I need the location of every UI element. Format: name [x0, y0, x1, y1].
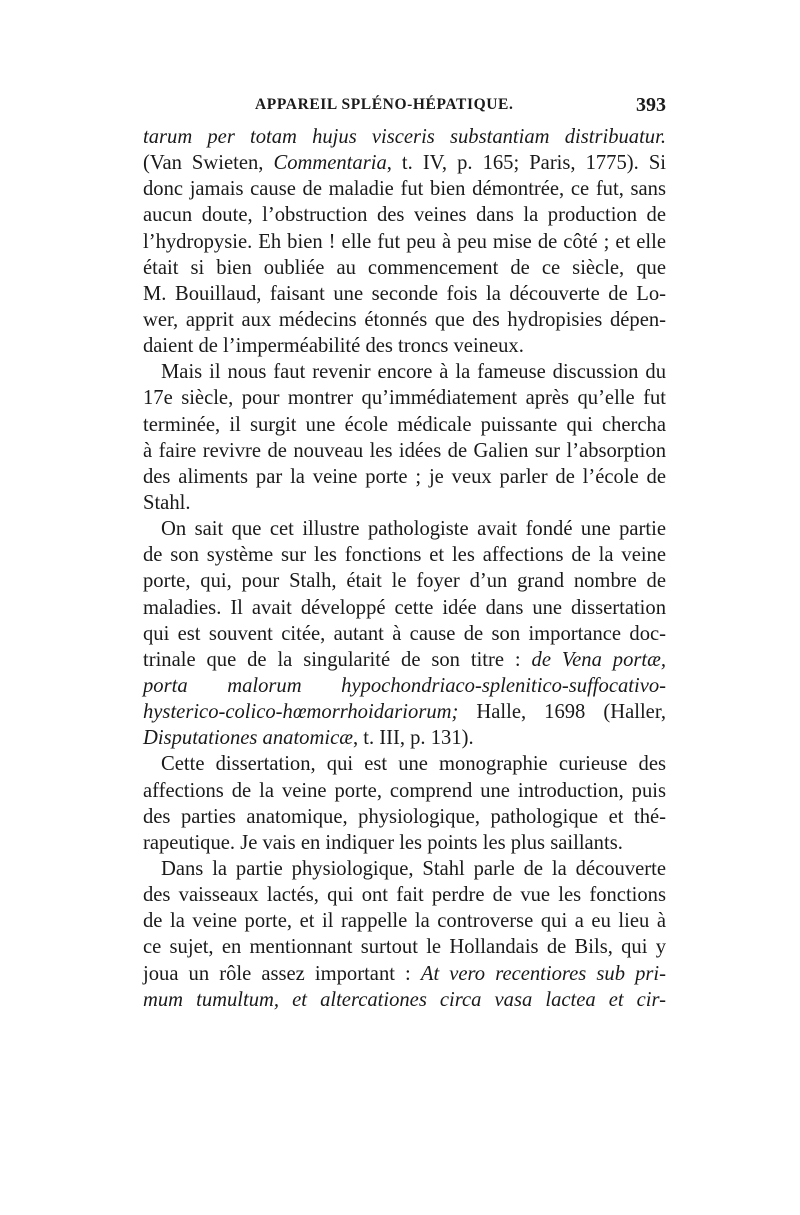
- running-title: APPAREIL SPLÉNO-HÉPATIQUE.: [255, 96, 514, 113]
- body-text: [143, 124, 666, 1013]
- text-segment: des aliments par la veine porte ; je veux parler de l’école de: [143, 465, 666, 488]
- italic-text: Disputationes anatomicæ: [143, 727, 353, 750]
- running-head: [143, 96, 666, 122]
- text-segment: Cette dissertation, qui est une monographie curieuse des: [161, 753, 666, 776]
- text-line: [143, 150, 666, 176]
- text-segment: affections de la veine porte, comprend une introduction, puis: [143, 779, 666, 802]
- italic-text: Commentaria: [273, 152, 387, 175]
- italic-text: de Vena portæ,: [531, 648, 666, 671]
- text-line: [143, 934, 666, 960]
- text-line: [143, 464, 666, 490]
- text-line: [143, 359, 666, 385]
- text-line: [143, 751, 666, 777]
- text-line: [143, 778, 666, 804]
- text-line: [143, 621, 666, 647]
- text-line: [143, 229, 666, 255]
- italic-text: tarum per totam hujus visceris substantiam distribuatur.: [143, 126, 666, 148]
- text-segment: Dans la partie physiologique, Stahl parle de la découverte: [161, 857, 666, 880]
- text-line: [143, 830, 666, 856]
- text-line: [143, 255, 666, 281]
- italic-text: hysterico-colico-hœmorrhoidariorum;: [143, 701, 459, 724]
- text-line: [143, 647, 666, 673]
- text-segment: de son système sur les fonctions et les affections de la veine: [143, 544, 666, 567]
- text-segment: joua un rôle assez important :: [143, 962, 421, 985]
- text-segment: 17e siècle, pour montrer qu’immédiatement après qu’elle fut: [143, 387, 666, 410]
- text-segment: Stahl.: [143, 491, 191, 514]
- text-line: [143, 595, 666, 621]
- text-segment: terminée, il surgit une école médicale puissante qui chercha: [143, 413, 666, 436]
- text-line: [143, 856, 666, 882]
- text-line: [143, 673, 666, 699]
- text-segment: donc jamais cause de maladie fut bien démontrée, ce fut, sans: [143, 178, 666, 201]
- text-segment: maladies. Il avait développé cette idée dans une dissertation: [143, 596, 666, 619]
- text-segment: (Van Swieten,: [143, 152, 274, 175]
- text-line: [143, 490, 666, 516]
- text-segment: ce sujet, en mentionnant surtout le Hollandais de Bils, qui y: [143, 936, 666, 959]
- text-segment: trinale que de la singularité de son titre :: [143, 648, 532, 671]
- text-segment: , t. III, p. 131).: [352, 727, 474, 750]
- text-line: [143, 438, 666, 464]
- text-line: [143, 725, 666, 751]
- italic-text: mum tumultum, et altercationes circa vasa lactea et cir-: [143, 988, 666, 1011]
- text-segment: était si bien oubliée au commencement de ce siècle, que: [143, 256, 666, 279]
- text-line: [143, 307, 666, 333]
- text-line: [143, 908, 666, 934]
- text-line: [143, 804, 666, 830]
- italic-text: porta malorum hypochondriaco-splenitico-suffocativo-: [143, 674, 666, 697]
- text-segment: l’hydropysie. Eh bien ! elle fut peu à peu mise de côté ; et elle: [143, 230, 666, 253]
- text-segment: qui est souvent citée, autant à cause de son importance doc-: [143, 622, 666, 645]
- text-line: [143, 987, 666, 1013]
- text-segment: aucun doute, l’obstruction des veines dans la production de: [143, 204, 666, 227]
- text-segment: Mais il nous faut revenir encore à la fameuse discussion du: [161, 361, 666, 384]
- text-segment: daient de l’imperméabilité des troncs veineux.: [143, 335, 524, 358]
- text-segment: , t. IV, p. 165; Paris, 1775). Si: [386, 152, 666, 175]
- text-segment: M. Bouillaud, faisant une seconde fois la découverte de Lo-: [143, 282, 666, 305]
- text-line: [143, 281, 666, 307]
- text-segment: rapeutique. Je vais en indiquer les points les plus saillants.: [143, 831, 623, 854]
- text-line: [143, 202, 666, 228]
- text-segment: à faire revivre de nouveau les idées de Galien sur l’absorption: [143, 439, 666, 462]
- text-segment: porte, qui, pour Stalh, était le foyer d’un grand nombre de: [143, 570, 666, 593]
- text-line: [143, 385, 666, 411]
- text-line: [143, 542, 666, 568]
- text-line: [143, 516, 666, 542]
- text-segment: des vaisseaux lactés, qui ont fait perdre de vue les fonctions: [143, 884, 666, 907]
- text-segment: de la veine porte, et il rappelle la controverse qui a eu lieu à: [143, 910, 666, 933]
- text-line: [143, 176, 666, 202]
- text-line: [143, 961, 666, 987]
- page-number: 393: [636, 94, 666, 116]
- text-segment: Halle, 1698 (Haller,: [458, 701, 666, 724]
- text-line: [143, 882, 666, 908]
- text-line: [143, 333, 666, 359]
- text-segment: des parties anatomique, physiologique, pathologique et thé-: [143, 805, 666, 828]
- text-segment: wer, apprit aux médecins étonnés que des hydropisies dépen-: [143, 308, 666, 331]
- text-line: [143, 699, 666, 725]
- text-line: [143, 568, 666, 594]
- italic-text: At vero recentiores sub pri-: [420, 962, 666, 985]
- text-line: [143, 124, 666, 150]
- text-segment: On sait que cet illustre pathologiste avait fondé une partie: [161, 518, 666, 541]
- text-line: [143, 412, 666, 438]
